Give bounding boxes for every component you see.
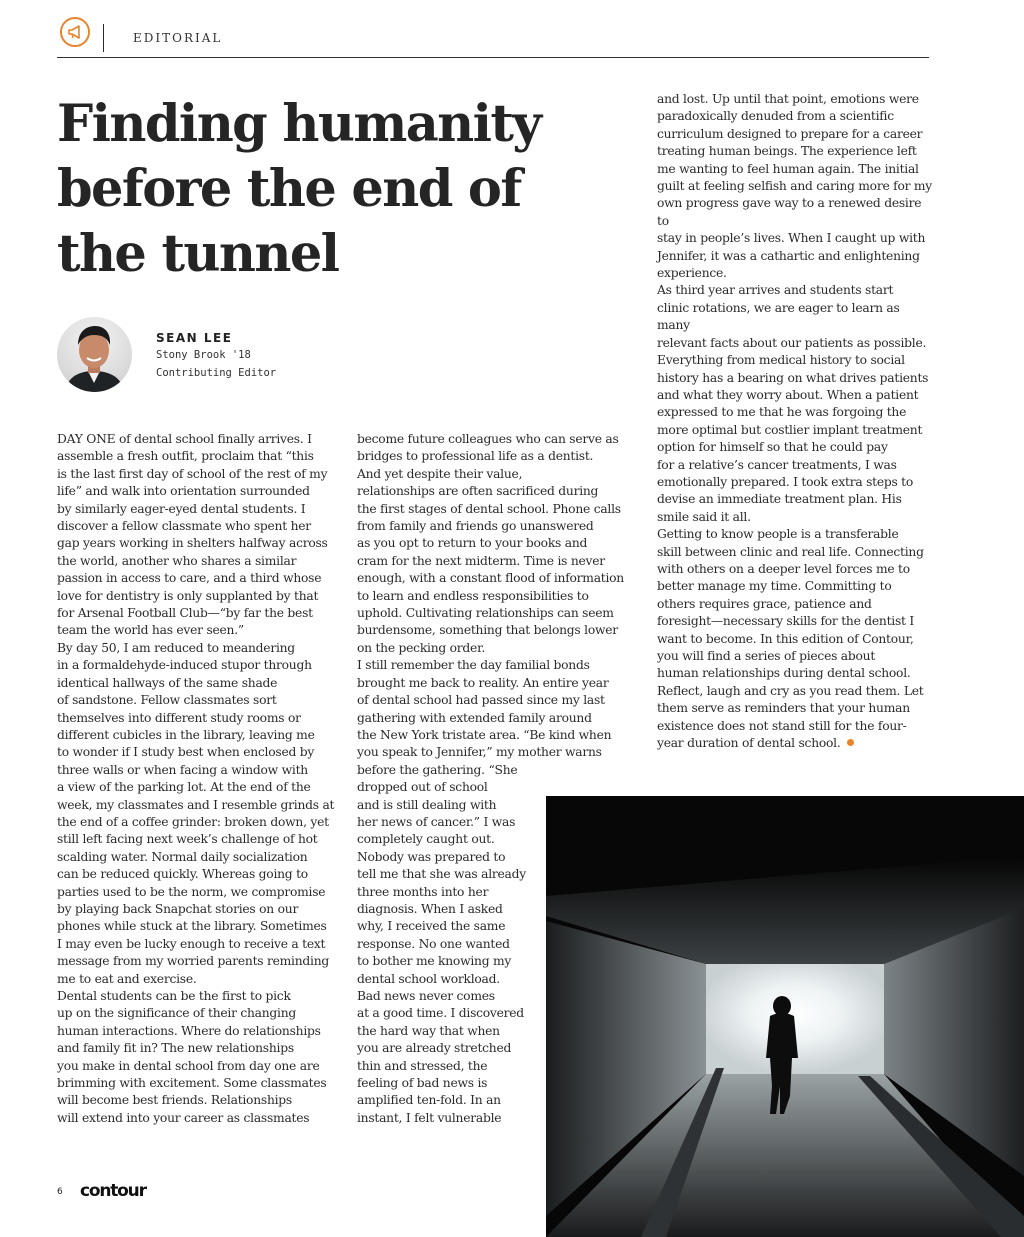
- page-number: 6: [57, 1187, 63, 1197]
- author-role: Contributing Editor: [156, 367, 277, 379]
- header-rule: [57, 57, 929, 58]
- megaphone-icon: [60, 17, 90, 47]
- end-mark-icon: [847, 739, 854, 746]
- article-column-2: become future colleagues who can serve as bridges to professional life as a dentist. And yet despite their value, relationships are often sacrificed during the first stages of dental school. Phone calls from family and friends go unanswered as you opt to return to your books and cram for the next midterm. Time is never enough, with a constant flood of information to learn and endless responsibilities to uphold. Cultivating relationships can seem burdensome, something that belongs lower on the pecking order. I still remember the day familial bonds brought me back to reality. An entire year of dental school had passed since my last gathering with extended family around the New York tristate area. “Be kind when you speak to Jennifer,” my mother warns before the gathering. “She dropped out of school and is still dealing with her news of cancer.” I was completely caught out. Nobody was prepared to tell me that she was already three months into her diagnosis. When I asked why, I received the same response. No one wanted to bother me knowing my dental school workload. Bad news never comes at a good time. I discovered the hard way that when you are already stretched thin and stressed, the feeling of bad news is amplified ten-fold. In an instant, I felt vulnerable: [357, 432, 624, 1125]
- section-label: EDITORIAL: [133, 31, 223, 45]
- author-avatar: [57, 317, 132, 392]
- header-divider: [103, 24, 104, 52]
- article-column-3: [657, 91, 935, 752]
- article-column-1: DAY ONE of dental school finally arrives. I assemble a fresh outfit, proclaim that “this is the last first day of school of the rest of my life” and walk into orientation surrounded by similarly eager-eyed dental students. I discover a fellow classmate who spent her gap years working in shelters halfway across the world, another who shares a similar passion in access to care, and a third whose love for dentistry is only supplanted by that for Arsenal Football Club—“by far the best team the world has ever seen.” By day 50, I am reduced to meandering in a formaldehyde-induced stupor through identical hallways of the same shade of sandstone. Fellow classmates sort themselves into different study rooms or different cubicles in the library, leaving me to wonder if I study best when enclosed by three walls or when facing a window with a view of the parking lot. At the end of the week, my classmates and I resemble grinds at the end of a coffee grinder: broken down, yet still left facing next week’s challenge of hot scalding water. Normal daily socialization can be reduced quickly. Whereas going to parties used to be the norm, we compromise by playing back Snapchat stories on our phones while stuck at the library. Sometimes I may even be lucky enough to receive a text message from my worried parents reminding me to eat and exercise. Dental students can be the first to pick up on the significance of their changing human interactions. Where do relationships and family fit in? The new relationships you make in dental school from day one are brimming with excitement. Some classmates will become best friends. Relationships will extend into your career as classmates: [57, 432, 335, 1125]
- tunnel-photo: [546, 796, 1024, 1237]
- article-title: Finding humanity before the end of the tunnel: [57, 94, 541, 284]
- author-name: SEAN LEE: [156, 331, 233, 345]
- author-school: Stony Brook '18: [156, 349, 251, 361]
- contour-logo: contour: [80, 1181, 146, 1201]
- article-column-3-text: and lost. Up until that point, emotions were paradoxically denuded from a scientific curriculum designed to prepare for a career treating human beings. The experience left me wanting to feel human again. The initial guilt at feeling selfish and caring more for my own progress gave way to a renewed desire to stay in people’s lives. When I caught up with Jennifer, it was a cathartic and enlightening experience. As third year arrives and students start clinic rotations, we are eager to learn as many relevant facts about our patients as possible. Everything from medical history to social history has a bearing on what drives patients and what they worry about. When a patient expressed to me that he was forgoing the more optimal but costlier implant treatment option for himself so that he could pay for a relative’s cancer treatments, I was emotionally prepared. I took extra steps to devise an immediate treatment plan. His smile said it all. Getting to know people is a transferable skill between clinic and real life. Connecting with others on a deeper level forces me to better manage my time. Committing to others requires grace, patience and foresight—necessary skills for the dentist I want to become. In this edition of Contour, you will find a series of pieces about human relationships during dental school. Reflect, laugh and cry as you read them. Let them serve as reminders that your human existence does not stand still for the four- year duration of dental school.: [657, 92, 932, 751]
